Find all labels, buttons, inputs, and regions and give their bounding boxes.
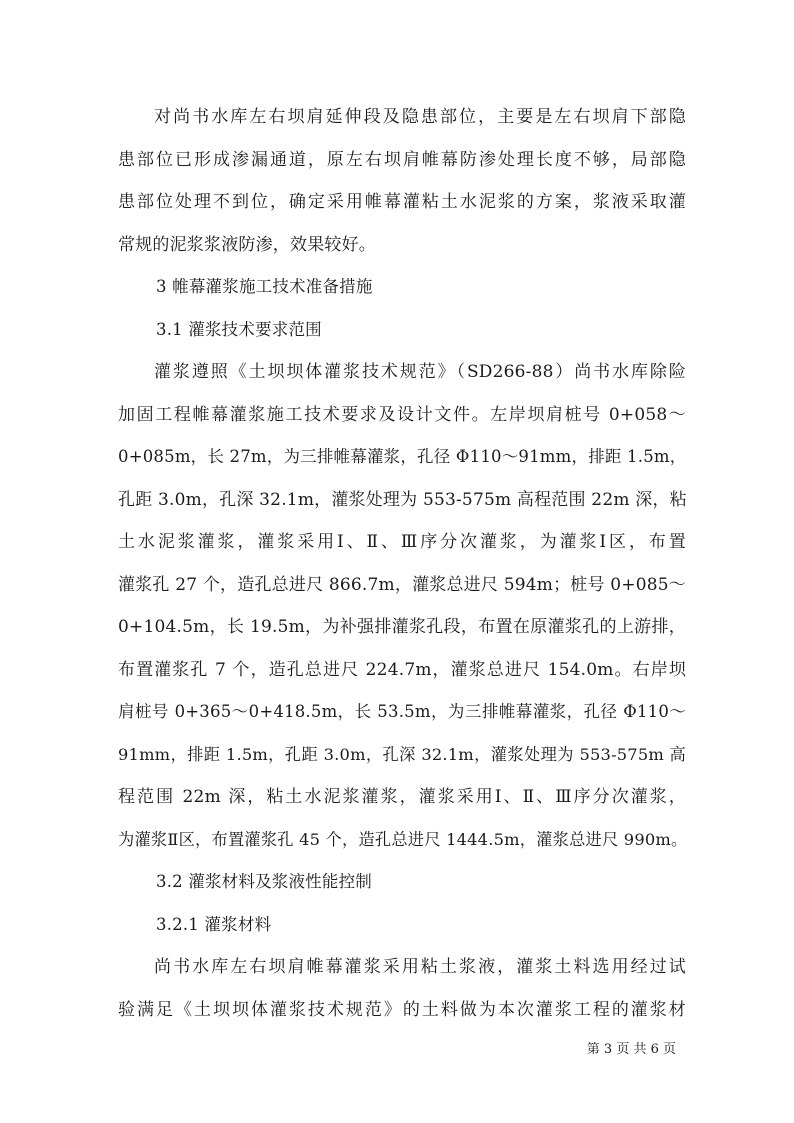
subsubsection-heading: 3.2.1 灌浆材料 [156,914,272,934]
text-line: 患部位已形成渗漏通道，原左右坝肩帷幕防渗处理长度不够，局部隐 [118,149,686,170]
text-line: 土水泥浆灌浆，灌浆采用Ⅰ、Ⅱ、Ⅲ序分次灌浆，为灌浆Ⅰ区，布置 [118,532,686,552]
page-number-footer: 第 3 页 共 6 页 [586,1042,676,1057]
section-heading: 3 帷幕灌浆施工技术准备措施 [156,277,373,296]
text-line: 0+085m，长 27m，为三排帷幕灌浆，孔径 Φ110～91mm，排距 1.5m， [118,447,687,466]
subsection-heading: 3.2 灌浆材料及浆液性能控制 [156,872,372,891]
text-line: 孔距 3.0m，孔深 32.1m，灌浆处理为 553-575m 高程范围 22m 深，粘 [118,489,687,510]
document-body [118,96,686,1031]
text-line: 对尚书水库左右坝肩延伸段及隐患部位，主要是左右坝肩下部隐 [154,107,686,127]
text-line: 程范围 22m 深，粘土水泥浆灌浆，灌浆采用Ⅰ、Ⅱ、Ⅲ序分次灌浆， [118,787,686,807]
text-line: 灌浆遵照《土坝坝体灌浆技术规范》（SD266-88）尚书水库除险 [154,362,686,382]
text-line: 患部位处理不到位，确定采用帷幕灌粘土水泥浆的方案，浆液采取灌 [118,192,686,212]
text-line: 肩桩号 0+365～0+418.5m，长 53.5m，为三排帷幕灌浆，孔径 Φ110～ [118,702,686,721]
text-line: 91mm，排距 1.5m，孔距 3.0m，孔深 32.1m，灌浆处理为 553-575m 高 [118,744,686,764]
text-line: 为灌浆Ⅱ区，布置灌浆孔 45 个，造孔总进尺 1444.5m，灌浆总进尺 990m。 [118,829,688,849]
text-line: 布置灌浆孔 7 个，造孔总进尺 224.7m，灌浆总进尺 154.0m。右岸坝 [118,659,686,680]
text-line: 常规的泥浆浆液防渗，效果较好。 [118,234,376,255]
text-line: 灌浆孔 27 个，造孔总进尺 866.7m，灌浆总进尺 594m；桩号 0+085～ [118,574,686,595]
subsection-heading: 3.1 灌浆技术要求范围 [156,319,322,339]
text-line: 加固工程帷幕灌浆施工技术要求及设计文件。左岸坝肩桩号 0+058～ [118,404,686,425]
text-line: 尚书水库左右坝肩帷幕灌浆采用粘土浆液，灌浆土料选用经过试 [154,957,686,977]
text-line: 0+104.5m，长 19.5m，为补强排灌浆孔段，布置在原灌浆孔的上游排， [118,617,686,637]
text-line: 验满足《土坝坝体灌浆技术规范》的土料做为本次灌浆工程的灌浆材 [118,999,686,1020]
